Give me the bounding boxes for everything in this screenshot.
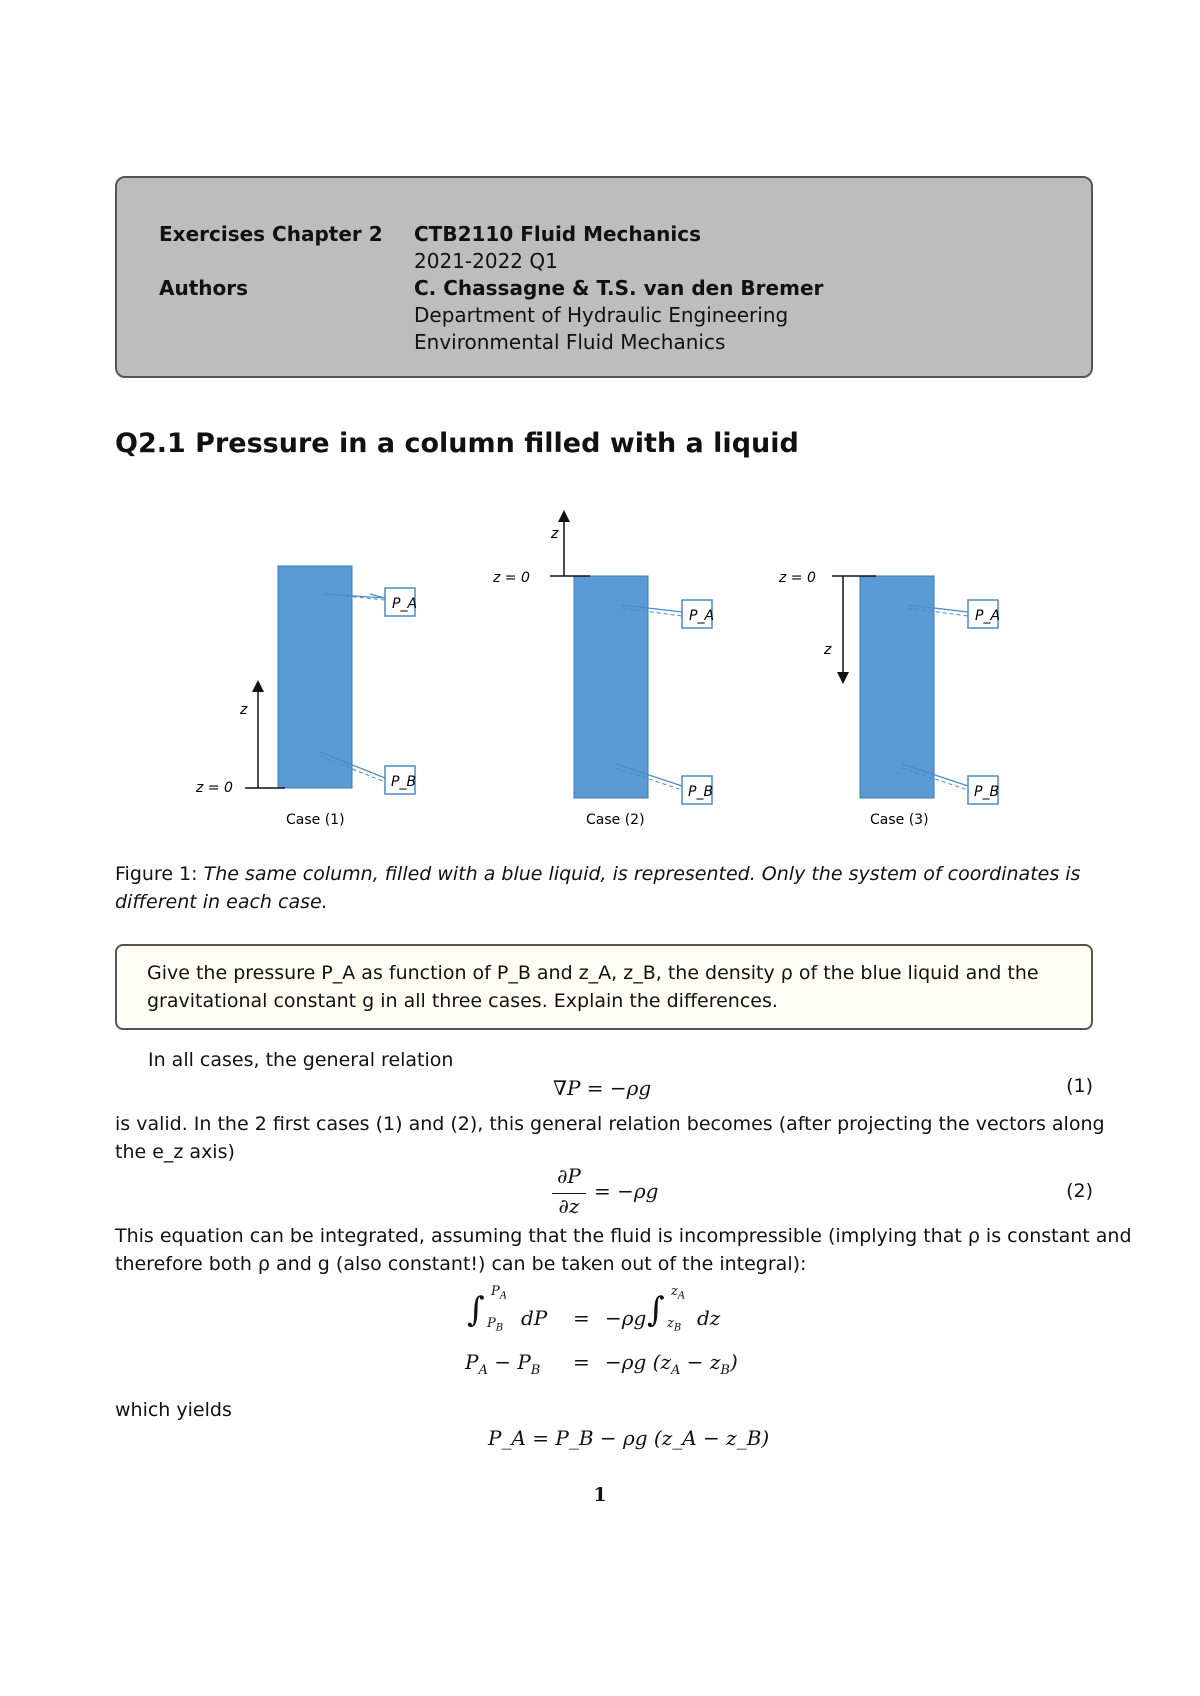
header-year: 2021-2022 Q1: [414, 249, 558, 273]
equation-1: ∇P = −ρg: [553, 1076, 652, 1100]
body-p1: In all cases, the general relation: [148, 1049, 454, 1071]
equation-2-number: (2): [1066, 1180, 1093, 1202]
case-2-pb-label: P_B: [688, 784, 714, 800]
question-line-2: gravitational constant g in all three cases. Explain the differences.: [147, 990, 778, 1012]
case-2-z0-label: z = 0: [493, 570, 530, 586]
case-1-z0-label: z = 0: [196, 780, 233, 796]
case-3-pa-label: P_A: [975, 608, 1001, 624]
figure-diagram: [0, 0, 1200, 840]
case-2-z-label: z: [551, 526, 559, 542]
case-2-column: [574, 576, 648, 798]
case-2-diagram: [492, 516, 714, 828]
case-2-pa-label: P_A: [689, 608, 715, 624]
case-1-diagram: [195, 566, 417, 828]
header-authors: C. Chassagne & T.S. van den Bremer: [414, 276, 824, 300]
section-title: Q2.1 Pressure in a column filled with a liquid: [115, 428, 799, 459]
header-section: Environmental Fluid Mechanics: [414, 330, 726, 354]
case-1-column: [278, 566, 352, 788]
caption-text: The same column, filled with a blue liquid, is represented. Only the system of coordinates is different in each case.: [115, 863, 1081, 913]
body-p2-line2: the e_z axis): [115, 1141, 235, 1163]
case-3-column: [860, 576, 934, 798]
case-2-label: Case (2): [586, 812, 645, 828]
body-p2-line1: is valid. In the 2 first cases (1) and (2), this general relation becomes (after projecting the vectors along: [115, 1113, 1105, 1135]
final-equation: P_A = P_B − ρg (z_A − z_B): [488, 1426, 770, 1450]
equation-1-number: (1): [1066, 1075, 1093, 1097]
header-department: Department of Hydraulic Engineering: [414, 303, 789, 327]
body-p3-line1: This equation can be integrated, assuming that the fluid is incompressible (implying that ρ is constant and: [115, 1225, 1132, 1247]
caption-prefix: Figure 1:: [115, 863, 198, 885]
case-1-label: Case (1): [286, 812, 345, 828]
case-1-pa-label: P_A: [392, 596, 418, 612]
case-1-pb-label: P_B: [391, 774, 417, 790]
header-course: CTB2110 Fluid Mechanics: [414, 222, 701, 246]
question-box: [115, 944, 1093, 1030]
case-3-label: Case (3): [870, 812, 929, 828]
case-3-diagram: [778, 570, 1000, 828]
case-3-z0-label: z = 0: [779, 570, 816, 586]
header-left-label-2: Authors: [159, 276, 249, 300]
case-1-z-label: z: [240, 702, 248, 718]
body-p4: which yields: [115, 1399, 232, 1421]
body-p3-line2: therefore both ρ and g (also constant!) can be taken out of the integral):: [115, 1253, 807, 1275]
header-left-label-1: Exercises Chapter 2: [159, 222, 383, 246]
question-line-1: Give the pressure P_A as function of P_B and z_A, z_B, the density ρ of the blue liquid and the: [147, 962, 1039, 984]
case-3-pb-label: P_B: [974, 784, 1000, 800]
page-number: 1: [593, 1484, 607, 1506]
figure-caption: [115, 860, 1093, 916]
integral-equations: ∫ $P_A$ $P_B$ dP = −ρg ∫ $z_A$ $z_B$ dz $P_A - P_B$ = −ρg $(z_A - z_B)$: [465, 1284, 738, 1378]
case-3-z-label: z: [824, 642, 832, 658]
